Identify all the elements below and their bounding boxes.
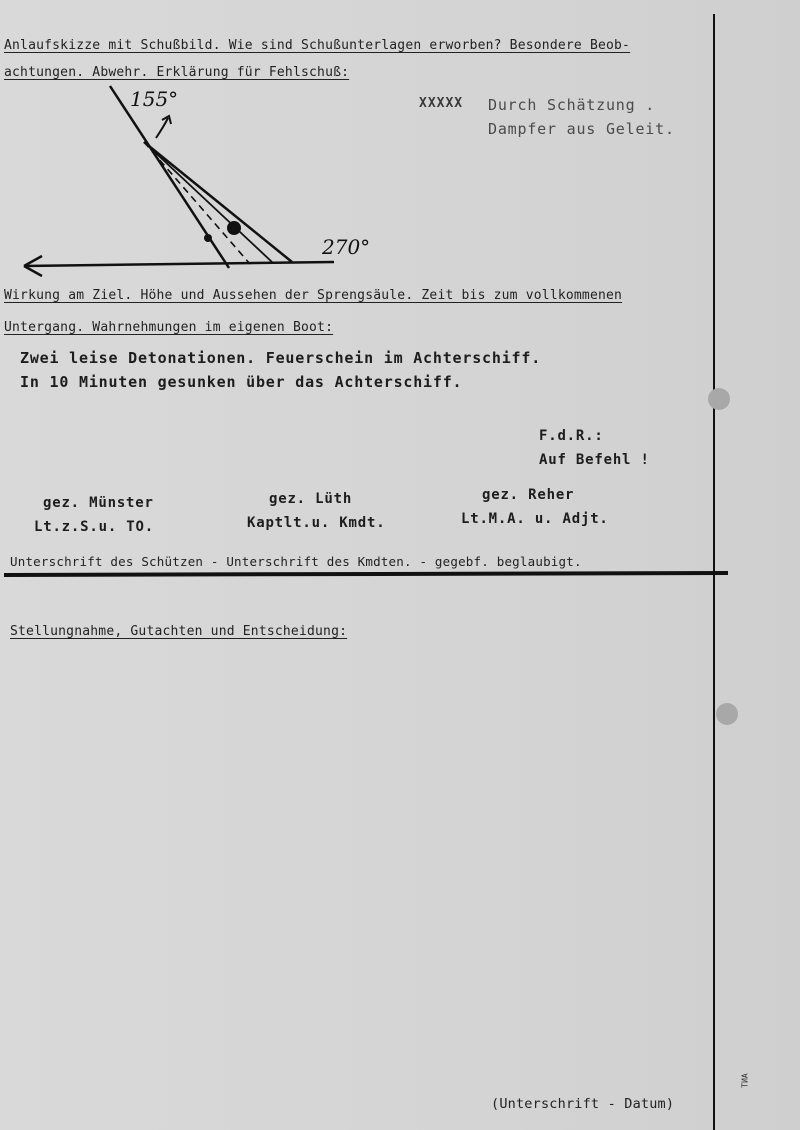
- section-divider: [4, 571, 728, 577]
- track-line: [110, 86, 229, 268]
- section1-heading-line2: achtungen. Abwehr. Erklärung für Fehlschuß:: [4, 65, 350, 80]
- struck-out-text: XXXXX: [419, 96, 464, 111]
- fdr-label: F.d.R.:: [539, 428, 604, 444]
- sketch-angle-top: 155°: [130, 87, 179, 111]
- section1-answer-line2: Dampfer aus Geleit.: [488, 120, 675, 138]
- section3-heading: Stellungnahme, Gutachten und Entscheidung:: [10, 624, 348, 639]
- margin-note: ТИА: [740, 1073, 750, 1088]
- hit-marker-2: [204, 234, 212, 242]
- hit-marker-1: [227, 221, 241, 235]
- turn-arrow-icon: [156, 118, 168, 138]
- section1-heading-line1: Anlaufskizze mit Schußbild. Wie sind Schußunterlagen erworben? Besondere Beob-: [4, 38, 631, 53]
- sketch-angle-right: 270°: [322, 235, 371, 259]
- course-line: [24, 262, 334, 266]
- punch-hole-top: [708, 388, 730, 410]
- torpedo-line-3: [144, 142, 250, 264]
- section2-heading-line2: Untergang. Wahrnehmungen im eigenen Boot:: [4, 320, 334, 335]
- shooter-name: gez. Münster: [43, 495, 154, 511]
- section2-answer-line1: Zwei leise Detonationen. Feuerschein im Achterschiff.: [20, 349, 542, 367]
- section1-answer-line1: Durch Schätzung .: [488, 96, 656, 114]
- adjutant-name: gez. Reher: [482, 487, 575, 503]
- torpedo-line-1: [144, 142, 292, 262]
- attack-sketch: [14, 82, 371, 282]
- torpedo-line-2: [144, 142, 272, 262]
- signature-date-footer: (Unterschrift - Datum): [491, 1096, 675, 1112]
- commander-rank: Kaptlt.u. Kmdt.: [247, 515, 386, 531]
- section2-heading-line1: Wirkung am Ziel. Höhe und Aussehen der Sprengsäule. Zeit bis zum vollkommenen: [4, 288, 623, 303]
- shooter-rank: Lt.z.S.u. TO.: [34, 519, 154, 535]
- auf-befehl-label: Auf Befehl !: [539, 452, 650, 468]
- signature-caption: Unterschrift des Schützen - Unterschrift des Kmdten. - gegebf. beglaubigt.: [10, 554, 582, 569]
- section2-answer-line2: In 10 Minuten gesunken über das Achterschiff.: [20, 373, 463, 391]
- adjutant-rank: Lt.M.A. u. Adjt.: [461, 511, 609, 527]
- punch-hole-bottom: [716, 703, 738, 725]
- commander-name: gez. Lüth: [269, 491, 353, 507]
